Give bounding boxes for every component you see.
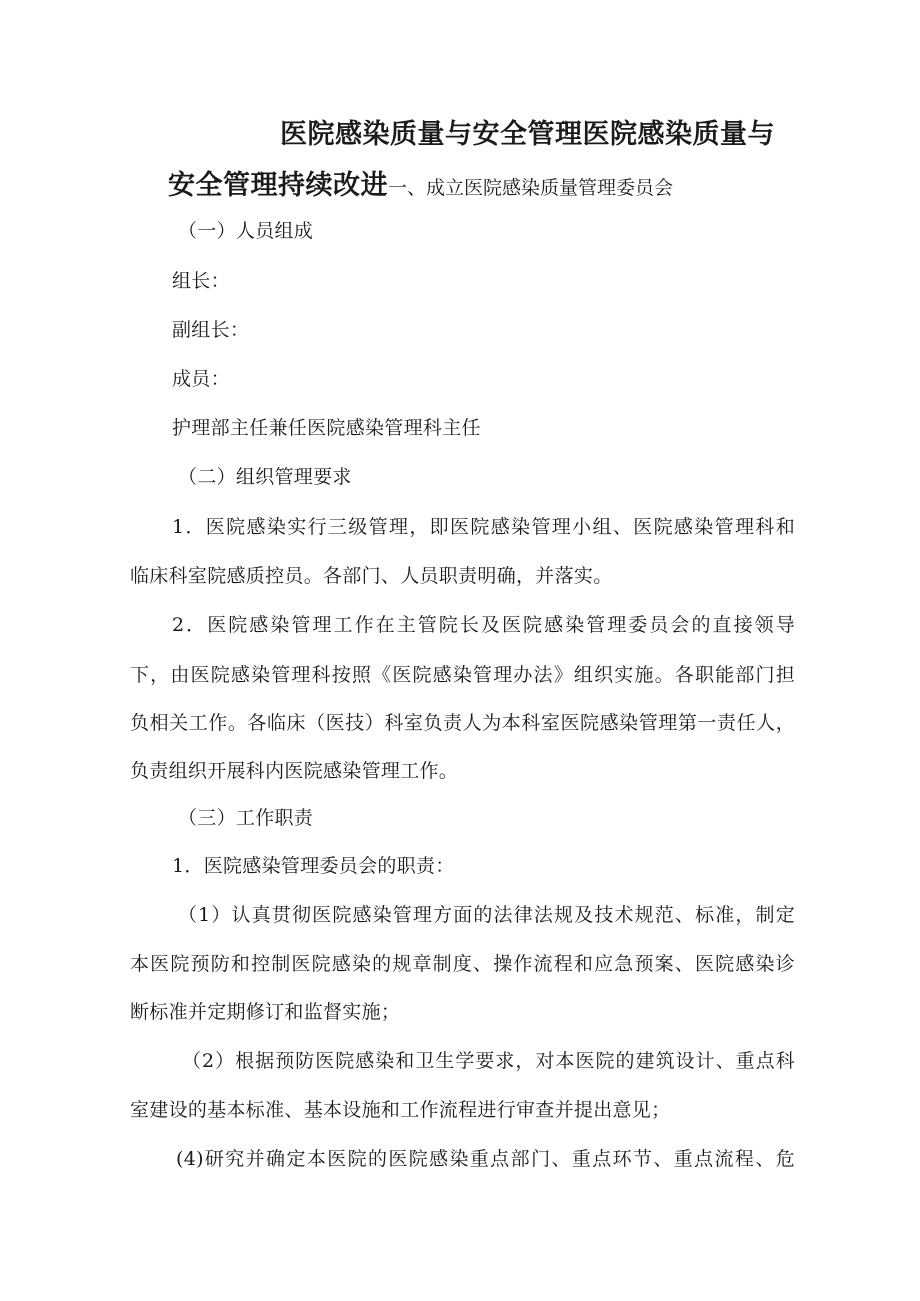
item-4-line-1: (4)研究并确定本医院的医院感染重点部门、重点环节、重点流程、危 <box>176 1148 795 1170</box>
paragraph-2-line-3: 负相关工作。各临床（医技）科室负责人为本科室医院感染管理第一责任人， <box>130 712 795 734</box>
document-title-line2 <box>168 163 673 202</box>
subsection-heading-duties: （三）工作职责 <box>178 807 314 829</box>
item-2-line-1: （2）根据预防医院感染和卫生学要求，对本医院的建筑设计、重点科 <box>182 1050 795 1072</box>
director-note: 护理部主任兼任医院感染管理科主任 <box>172 417 481 439</box>
item-2-line-2: 室建设的基本标准、基本设施和工作流程进行审查并提出意见； <box>130 1099 671 1121</box>
document-title-line1: 医院感染质量与安全管理医院感染质量与 <box>280 119 775 150</box>
paragraph-2-line-1: 2．医院感染管理工作在主管院长及医院感染管理委员会的直接领导 <box>172 614 795 636</box>
paragraph-1-line-2: 临床科室院感质控员。各部门、人员职责明确，并落实。 <box>130 565 613 587</box>
item-1-line-1: （1）认真贯彻医院感染管理方面的法律法规及技术规范、标准，制定 <box>178 904 795 926</box>
deputy-leader-label: 副组长： <box>172 319 250 341</box>
section-heading-1: 一、成立医院感染质量管理委员会 <box>388 177 674 199</box>
leader-label: 组长： <box>172 270 230 292</box>
subsection-heading-organization: （二）组织管理要求 <box>178 466 352 488</box>
paragraph-2-line-2: 下，由医院感染管理科按照《医院感染管理办法》组织实施。各职能部门担 <box>130 664 795 686</box>
document-title-bold-part: 安全管理持续改进 <box>168 170 388 201</box>
subsection-heading-personnel: （一）人员组成 <box>178 220 314 242</box>
item-1-line-2: 本医院预防和控制医院感染的规章制度、操作流程和应急预案、医院感染诊 <box>130 953 795 975</box>
members-label: 成员： <box>172 368 230 390</box>
item-1-line-3: 断标准并定期修订和监督实施； <box>130 1001 401 1023</box>
paragraph-1-line-1: 1．医院感染实行三级管理，即医院感染管理小组、医院感染管理科和 <box>172 516 795 538</box>
duty-1-heading: 1．医院感染管理委员会的职责： <box>172 855 455 877</box>
paragraph-2-line-4: 负责组织开展科内医院感染管理工作。 <box>130 760 459 782</box>
